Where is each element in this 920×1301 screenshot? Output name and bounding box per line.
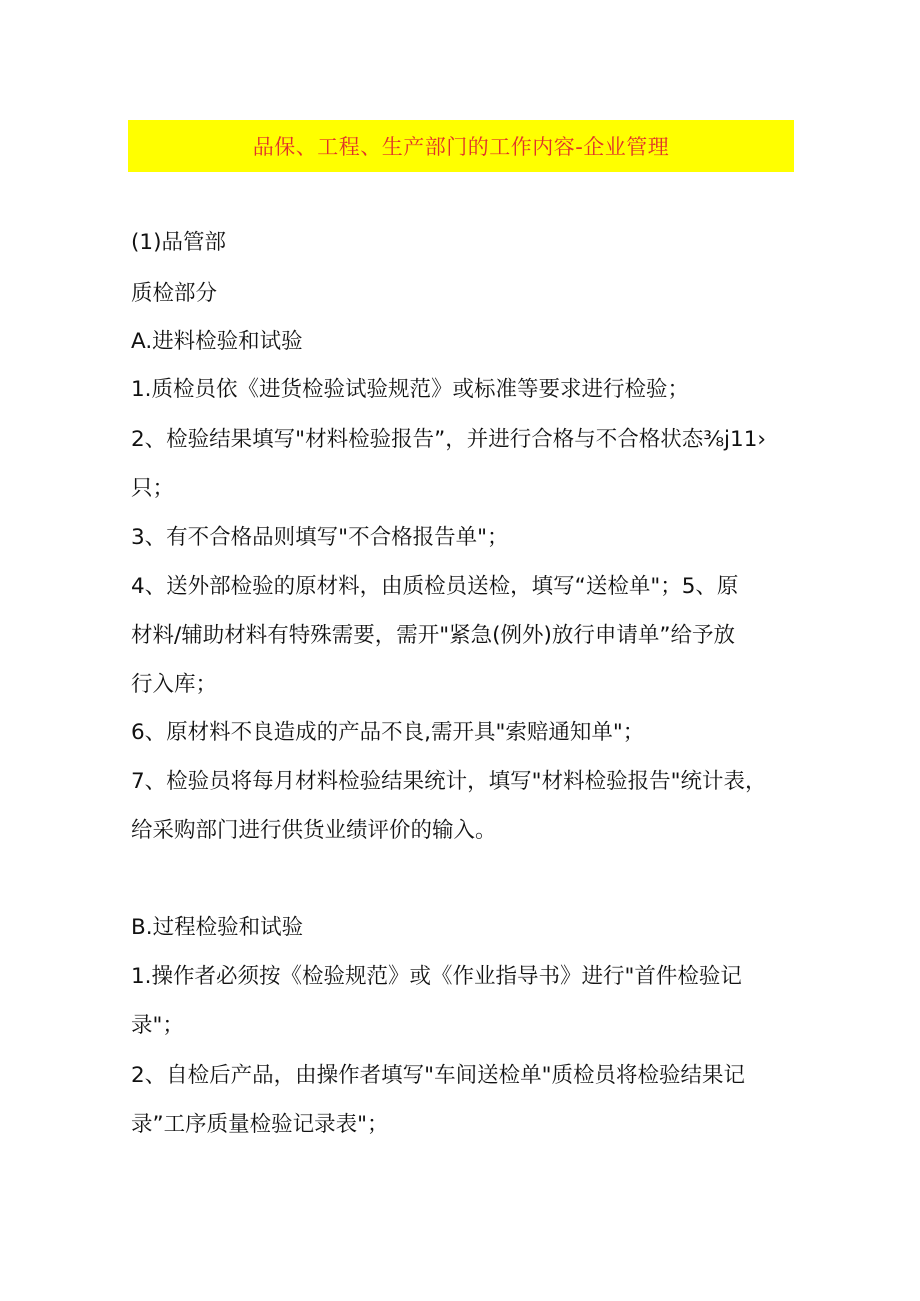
paragraph-line: 材料/辅助材料有特殊需要，需开"紧急(例外)放行申请单”给予放	[131, 623, 736, 648]
paragraph-line: 行入库；	[131, 672, 218, 697]
paragraph-line: 只；	[131, 476, 175, 501]
paragraph-line: 录”工序质量检验记录表"；	[131, 1112, 389, 1137]
paragraph-line: 4、送外部检验的原材料，由质检员送检，填写“送检单"；5、原	[131, 574, 739, 599]
title-banner	[128, 120, 794, 172]
subsection-heading: B.过程检验和试验	[131, 915, 304, 940]
subsection-heading: A.进料检验和试验	[131, 329, 303, 354]
paragraph-line: 2、自检后产品，由操作者填写"车间送检单"质检员将检验结果记	[131, 1063, 745, 1088]
paragraph-line: 1.质检员依《进货检验试验规范》或标准等要求进行检验；	[131, 377, 690, 402]
section-heading: (1)品管部	[131, 230, 226, 255]
paragraph-line: 录"；	[131, 1013, 184, 1038]
document-title: 品保、工程、生产部门的工作内容-企业管理	[252, 135, 670, 159]
subsection-heading: 质检部分	[131, 281, 218, 306]
paragraph-line: 2、检验结果填写"材料检验报告”，并进行合格与不合格状态⅜j11›	[131, 427, 766, 452]
paragraph-line: 1.操作者必须按《检验规范》或《作业指导书》进行"首件检验记	[131, 964, 742, 989]
paragraph-line: 6、原材料不良造成的产品不良,需开具"索赔通知单"；	[131, 720, 645, 745]
paragraph-line: 3、有不合格品则填写"不合格报告单"；	[131, 525, 509, 550]
paragraph-line: 7、检验员将每月材料检验结果统计，填写"材料检验报告"统计表，	[131, 769, 767, 794]
paragraph-line: 给采购部门进行供货业绩评价的输入。	[131, 818, 497, 843]
